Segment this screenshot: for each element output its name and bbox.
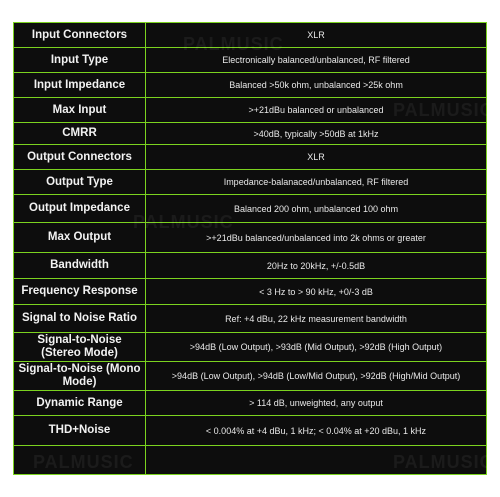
spec-row: [14, 98, 487, 123]
spec-label: Input Impedance: [14, 73, 146, 98]
spec-table-body: [14, 23, 487, 475]
spec-value: Ref: +4 dBu, 22 kHz measurement bandwidth: [146, 305, 487, 333]
spec-row: [14, 416, 487, 446]
spec-label: Frequency Response: [14, 279, 146, 305]
spec-row: [14, 170, 487, 195]
spec-row: [14, 391, 487, 416]
spec-label: THD+Noise: [14, 416, 146, 446]
spec-row: [14, 73, 487, 98]
spec-row: [14, 446, 487, 475]
spec-row: [14, 305, 487, 333]
spec-label: Signal-to-Noise (Stereo Mode): [14, 333, 146, 362]
spec-value: Balanced 200 ohm, unbalanced 100 ohm: [146, 195, 487, 223]
spec-label: Output Impedance: [14, 195, 146, 223]
spec-value: [146, 446, 487, 475]
spec-table: [13, 22, 487, 475]
spec-row: [14, 23, 487, 48]
watermark: PALMUSIC: [393, 452, 494, 472]
spec-label: Max Input: [14, 98, 146, 123]
spec-label: Input Type: [14, 48, 146, 73]
spec-label: Dynamic Range: [14, 391, 146, 416]
spec-value: XLR: [146, 23, 487, 48]
spec-value: Balanced >50k ohm, unbalanced >25k ohm: [146, 73, 487, 98]
spec-value: >94dB (Low Output), >94dB (Low/Mid Output), >92dB (High/Mid Output): [146, 362, 487, 391]
spec-label: Bandwidth: [14, 253, 146, 279]
spec-value: 20Hz to 20kHz, +/-0.5dB: [146, 253, 487, 279]
spec-label: Input Connectors: [14, 23, 146, 48]
spec-table-sheet: [13, 22, 494, 474]
spec-label: Signal to Noise Ratio: [14, 305, 146, 333]
spec-row: [14, 279, 487, 305]
spec-row: [14, 333, 487, 362]
spec-label: Signal-to-Noise (Mono Mode): [14, 362, 146, 391]
spec-row: [14, 48, 487, 73]
watermark: PALMUSIC: [183, 34, 284, 54]
spec-value: Electronically balanced/unbalanced, RF filtered: [146, 48, 487, 73]
spec-row: [14, 145, 487, 170]
spec-label: Output Connectors: [14, 145, 146, 170]
spec-label: [14, 446, 146, 475]
spec-value: Impedance-balanaced/unbalanced, RF filtered: [146, 170, 487, 195]
spec-label: Max Output: [14, 223, 146, 253]
spec-value: XLR: [146, 145, 487, 170]
spec-value: >+21dBu balanced or unbalanced: [146, 98, 487, 123]
spec-label: CMRR: [14, 123, 146, 145]
spec-row: [14, 123, 487, 145]
spec-row: [14, 362, 487, 391]
spec-value: >+21dBu balanced/unbalanced into 2k ohms or greater: [146, 223, 487, 253]
spec-row: [14, 223, 487, 253]
spec-row: [14, 253, 487, 279]
spec-label: Output Type: [14, 170, 146, 195]
watermark: PALMUSIC: [133, 212, 234, 232]
spec-value: >40dB, typically >50dB at 1kHz: [146, 123, 487, 145]
spec-value: > 114 dB, unweighted, any output: [146, 391, 487, 416]
spec-value: < 3 Hz to > 90 kHz, +0/-3 dB: [146, 279, 487, 305]
spec-value: >94dB (Low Output), >93dB (Mid Output), >92dB (High Output): [146, 333, 487, 362]
watermark: PALMUSIC: [393, 100, 494, 120]
spec-row: [14, 195, 487, 223]
spec-value: < 0.004% at +4 dBu, 1 kHz; < 0.04% at +20 dBu, 1 kHz: [146, 416, 487, 446]
watermark: PALMUSIC: [33, 452, 134, 472]
